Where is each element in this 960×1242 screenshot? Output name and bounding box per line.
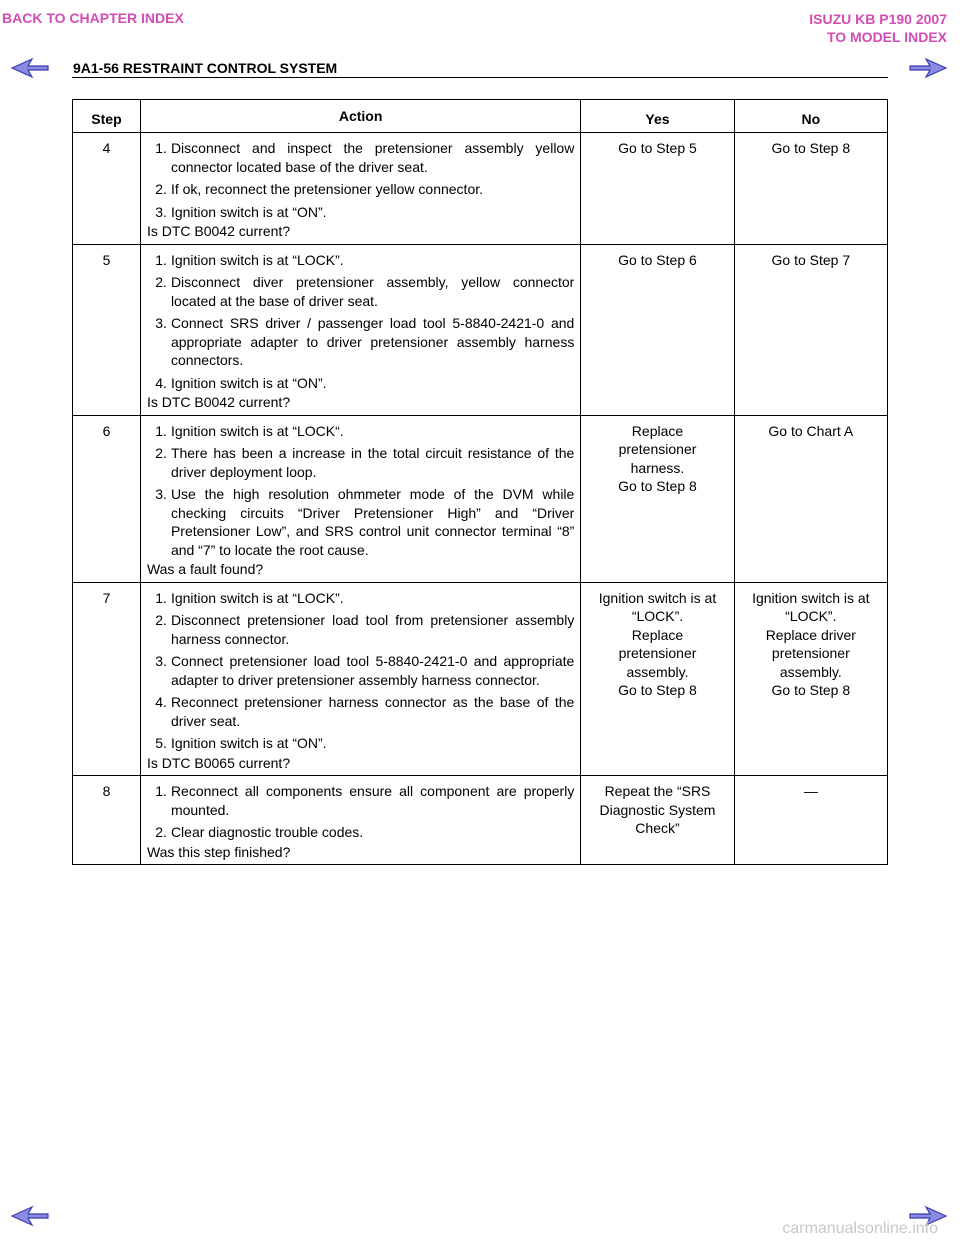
- step-number: 6: [73, 415, 141, 582]
- action-step-text: Clear diagnostic trouble codes.: [170, 824, 364, 840]
- no-result-cell: [734, 415, 887, 582]
- no-column-header: No: [734, 100, 887, 133]
- action-step-text: Connect SRS driver / passenger load tool 5-8840-2421-0 and appropriate adapter to driver pretensioner assembly harness connectors.: [170, 315, 575, 368]
- yes-column-header: Yes: [581, 100, 734, 133]
- action-steps-list: [147, 139, 574, 221]
- action-step-number: 3.: [155, 315, 167, 331]
- step-question: Is DTC B0042 current?: [146, 223, 291, 239]
- action-steps-list: [147, 589, 574, 753]
- step-question: Is DTC B0042 current?: [146, 394, 291, 410]
- yes-result-line: Go to Step 6: [618, 251, 697, 268]
- action-step-text: Ignition switch is at “ON”.: [170, 203, 327, 220]
- yes-result-line: Check”: [635, 820, 680, 836]
- no-result-line: “LOCK”.: [785, 608, 837, 624]
- yes-result-line: Go to Step 8: [618, 478, 697, 494]
- back-to-chapter-index-link[interactable]: BACK TO CHAPTER INDEX: [2, 10, 184, 26]
- yes-result-line: harness.: [630, 459, 685, 476]
- no-result-cell: [734, 133, 887, 245]
- action-step-number: 2.: [155, 824, 167, 840]
- action-step-number: 2.: [155, 181, 167, 197]
- step-number: 5: [73, 244, 141, 415]
- no-result-line: Replace driver: [765, 626, 856, 643]
- action-cell: [140, 133, 580, 245]
- action-step: [147, 652, 574, 689]
- action-step-text: Ignition switch is at “ON”.: [170, 735, 327, 751]
- action-step-text: There has been a increase in the total circuit resistance of the driver deployment loop.: [170, 445, 575, 480]
- yes-result-line: pretensioner: [618, 441, 697, 457]
- action-step-text: Reconnect all components ensure all component are properly mounted.: [170, 783, 575, 818]
- action-step-text: Ignition switch is at “LOCK”.: [170, 251, 344, 268]
- no-result-line: Go to Chart A: [768, 422, 854, 439]
- yes-result-line: Go to Step 8: [618, 682, 697, 698]
- action-step-number: 1.: [155, 422, 167, 439]
- no-result-line: —: [803, 783, 818, 799]
- action-step: [147, 485, 574, 559]
- action-step-number: 1.: [155, 783, 167, 799]
- action-step-text: If ok, reconnect the pretensioner yellow connector.: [170, 181, 484, 197]
- header-divider: [72, 77, 888, 78]
- no-result-cell: [734, 582, 887, 776]
- model-title: ISUZU KB P190 2007: [809, 11, 947, 27]
- yes-result-cell: [581, 776, 734, 865]
- action-step-text: Ignition switch is at “LOCK”.: [170, 589, 344, 606]
- previous-page-arrow-icon[interactable]: [10, 57, 50, 79]
- yes-result-line: Replace: [631, 422, 684, 439]
- action-step: [147, 734, 574, 753]
- yes-result-line: Go to Step 5: [618, 140, 697, 156]
- table-row: [73, 776, 888, 865]
- action-step-number: 4.: [155, 374, 167, 391]
- action-step: [147, 693, 574, 730]
- no-result-cell: [734, 244, 887, 415]
- yes-result-cell: [581, 133, 734, 245]
- action-steps-list: [147, 251, 574, 393]
- step-number: 4: [73, 133, 141, 245]
- action-step-number: 1.: [155, 140, 167, 156]
- action-column-header: Action: [140, 100, 580, 133]
- table-row: [73, 582, 888, 776]
- previous-page-arrow-icon[interactable]: [10, 1205, 50, 1227]
- no-result-line: Go to Step 8: [771, 682, 851, 698]
- action-step: [147, 273, 574, 310]
- step-question: Is DTC B0065 current?: [146, 754, 291, 771]
- yes-result-line: “LOCK”.: [631, 608, 684, 624]
- table-row: [73, 244, 888, 415]
- action-cell: [140, 582, 580, 776]
- step-number: 8: [73, 776, 141, 865]
- model-index-link[interactable]: [809, 10, 947, 46]
- action-step-number: 3.: [155, 203, 167, 220]
- action-step: [147, 203, 574, 222]
- action-steps-list: [147, 782, 574, 842]
- action-step-text: Ignition switch is at “LOCK“.: [170, 422, 344, 439]
- action-step-number: 3.: [155, 653, 167, 669]
- no-result-line: pretensioner: [771, 645, 850, 661]
- yes-result-line: Diagnostic System: [599, 801, 716, 818]
- no-result-line: Ignition switch is at: [752, 589, 870, 606]
- action-step-number: 2.: [155, 274, 167, 290]
- action-step: [147, 314, 574, 370]
- action-step: [147, 422, 574, 441]
- no-result-line: assembly.: [779, 663, 842, 680]
- no-result-cell: [734, 776, 887, 865]
- yes-result-line: Replace: [631, 626, 684, 643]
- action-step-number: 4.: [155, 694, 167, 710]
- action-step-text: Connect pretensioner load tool 5-8840-2421-0 and appropriate adapter to driver pretensioner assembly harness connector.: [170, 653, 575, 688]
- action-step: [147, 444, 574, 481]
- table-row: [73, 133, 888, 245]
- watermark: carmanualsonline.info: [782, 1220, 938, 1237]
- action-cell: [140, 244, 580, 415]
- yes-result-line: Ignition switch is at: [598, 589, 717, 606]
- diagnostic-table: [72, 99, 888, 865]
- action-step-number: 2.: [155, 612, 167, 628]
- step-question: Was this step finished?: [146, 843, 291, 860]
- action-step-text: Disconnect pretensioner load tool from pretensioner assembly harness connector.: [170, 612, 575, 647]
- action-step: [147, 139, 574, 176]
- to-model-index-label[interactable]: TO MODEL INDEX: [826, 29, 947, 45]
- action-step-number: 3.: [155, 486, 167, 502]
- no-result-line: Go to Step 7: [771, 251, 851, 268]
- table-row: [73, 415, 888, 582]
- action-step-text: Use the high resolution ohmmeter mode of the DVM while checking circuits “Driver Pretensioner High” and “Driver Pretensioner Low”, and SRS control unit connector terminal “8” and “7” to locate the root cause.: [170, 486, 575, 558]
- step-number: 7: [73, 582, 141, 776]
- yes-result-line: Repeat the “SRS: [604, 783, 711, 799]
- action-step: [147, 823, 574, 842]
- step-question: Was a fault found?: [146, 561, 264, 577]
- action-step-text: Ignition switch is at “ON”.: [170, 374, 327, 391]
- yes-result-cell: [581, 582, 734, 776]
- action-step-number: 5.: [155, 735, 167, 751]
- action-step-text: Disconnect and inspect the pretensioner assembly yellow connector located base of the driver seat.: [170, 140, 575, 175]
- action-cell: [140, 776, 580, 865]
- action-cell: [140, 415, 580, 582]
- yes-result-line: pretensioner: [618, 645, 697, 661]
- action-step: [147, 782, 574, 819]
- action-step-number: 1.: [155, 589, 167, 606]
- action-step-number: 1.: [155, 251, 167, 268]
- action-steps-list: [147, 422, 574, 560]
- next-page-arrow-icon[interactable]: [908, 57, 948, 79]
- yes-result-line: assembly.: [626, 663, 689, 680]
- action-step: [147, 251, 574, 270]
- yes-result-cell: [581, 244, 734, 415]
- action-step: [147, 589, 574, 608]
- action-step-text: Reconnect pretensioner harness connector as the base of the driver seat.: [170, 694, 575, 729]
- action-step: [147, 611, 574, 648]
- no-result-line: Go to Step 8: [771, 140, 851, 156]
- action-step-text: Disconnect diver pretensioner assembly, yellow connector located at the base of driver seat.: [170, 274, 575, 309]
- step-column-header: Step: [73, 100, 141, 133]
- table-header-row: [73, 100, 888, 133]
- page-header: 9A1-56 RESTRAINT CONTROL SYSTEM: [73, 60, 338, 76]
- action-step: [147, 374, 574, 393]
- action-step-number: 2.: [155, 445, 167, 461]
- yes-result-cell: [581, 415, 734, 582]
- action-step: [147, 180, 574, 199]
